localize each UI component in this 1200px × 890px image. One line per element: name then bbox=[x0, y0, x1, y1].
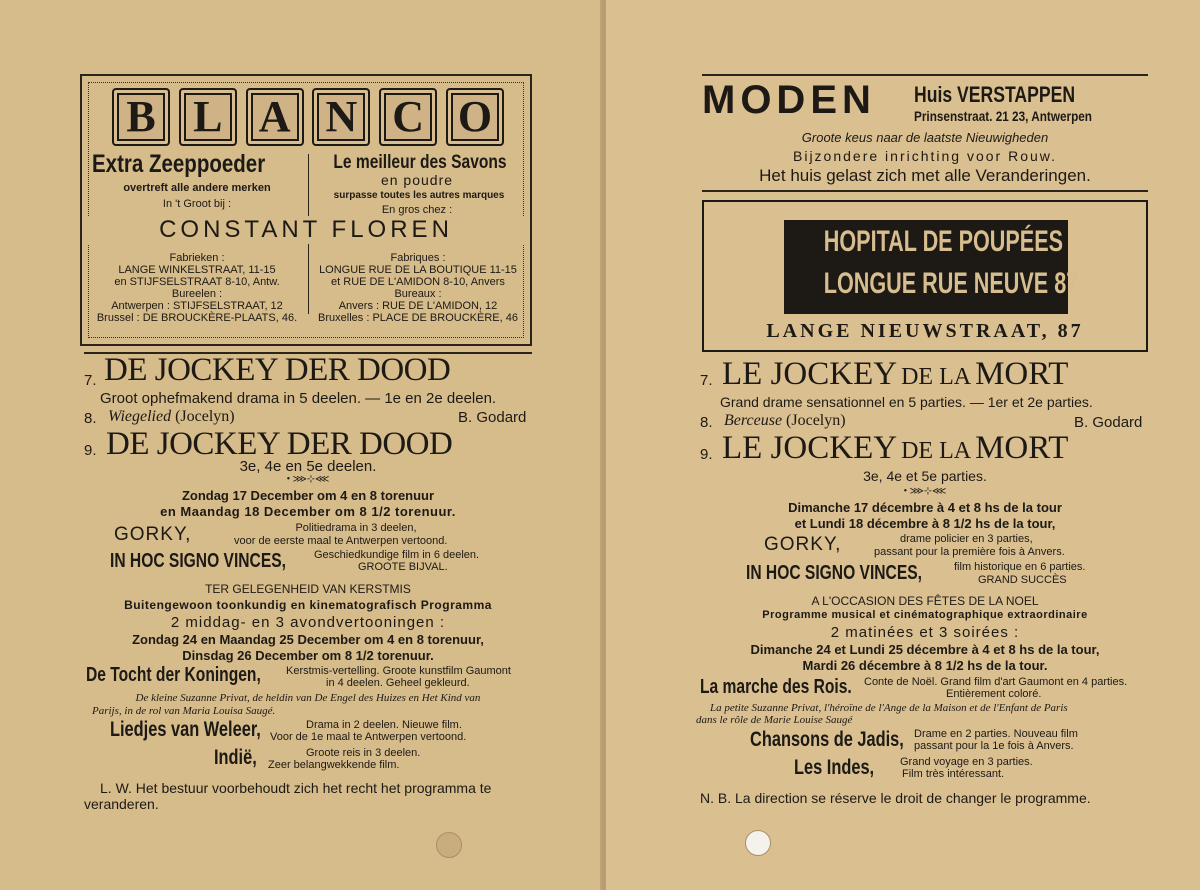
film-name-hoc: IN HOC SIGNO VINCES, bbox=[110, 550, 286, 572]
film-note: Voor de 1e maal te Antwerpen vertoond. bbox=[270, 731, 467, 743]
film-note: film historique en 6 parties. bbox=[954, 561, 1086, 573]
film-note: Grand voyage en 3 parties. bbox=[900, 756, 1033, 768]
schedule-line: Zondag 24 en Maandag 25 December om 4 en 8 torenuur, bbox=[132, 632, 484, 647]
ad-right-sub2: surpasse toutes les autres marques bbox=[333, 190, 505, 201]
music-piece: Berceuse bbox=[724, 412, 783, 429]
film-name-indie: Indië, bbox=[214, 746, 257, 769]
section-heading: TER GELEGENHEID VAN KERSTMIS bbox=[205, 582, 411, 596]
film-note: drame policier en 3 parties, bbox=[900, 533, 1033, 545]
film-title: DE JOCKEY DER DOOD bbox=[104, 352, 451, 388]
ad-right-sub3: En gros chez : bbox=[381, 204, 453, 216]
ad-line: Antwerpen : STIJFSELSTRAAT, 12 bbox=[111, 300, 283, 312]
film-parts: 3e, 4e en 5e deelen. bbox=[239, 458, 377, 475]
logo-letter: L bbox=[179, 88, 237, 146]
film-name-chansons: Chansons de Jadis, bbox=[750, 728, 904, 751]
hopital-line: HOPITAL DE POUPÉES bbox=[823, 225, 1064, 258]
film-name-liedjes: Liedjes van Weleer, bbox=[110, 718, 261, 741]
logo-letter: A bbox=[246, 88, 304, 146]
film-note: Politiedrama in 3 deelen, bbox=[295, 522, 417, 534]
cast-note: La petite Suzanne Privat, l'héroïne de l'Ange de la Maison et de l'Enfant de Paris bbox=[710, 702, 1068, 714]
music-piece-source: (Jocelyn) bbox=[786, 412, 846, 429]
ad-right-title: Le meilleur des Savons bbox=[333, 152, 507, 173]
ad-left-sub: overtreft alle andere merken bbox=[123, 182, 271, 194]
hopital-sign bbox=[784, 220, 1079, 314]
cast-note: Parijs, in de rol van Maria Louisa Saugé. bbox=[92, 705, 276, 717]
hopital-advertisement bbox=[702, 200, 1148, 352]
footer-note: L. W. Het bestuur voorbehoudt zich het recht het programma te bbox=[100, 780, 492, 796]
film-description: Groot ophefmakend drama in 5 deelen. — 1e en 2e deelen. bbox=[100, 390, 497, 407]
punch-hole bbox=[436, 832, 462, 858]
ad-fr-addresses bbox=[312, 252, 524, 324]
film-note: Entièrement coloré. bbox=[946, 688, 1042, 700]
schedule-line: en Maandag 18 December om 8 1/2 torenuur. bbox=[160, 504, 456, 519]
film-title-part: DE LA bbox=[901, 438, 972, 464]
film-note: in 4 deelen. Geheel gekleurd. bbox=[326, 677, 470, 689]
ad-company: CONSTANT FLOREN bbox=[82, 216, 530, 244]
film-note: Kerstmis-vertelling. Groote kunstfilm Gaumont bbox=[286, 665, 511, 677]
item-number: 8. bbox=[84, 410, 97, 427]
hopital-line: LONGUE RUE NEUVE 87 bbox=[823, 267, 1079, 300]
logo-letter: B bbox=[112, 88, 170, 146]
item-number: 7. bbox=[84, 372, 97, 389]
ad-right-sub: en poudre bbox=[380, 172, 454, 188]
logo-letter: C bbox=[379, 88, 437, 146]
music-piece-source: (Jocelyn) bbox=[175, 408, 235, 425]
schedule-line: Zondag 17 December om 4 en 8 torenuur bbox=[181, 488, 435, 503]
divider-rule bbox=[702, 74, 1148, 76]
schedule-line: et Lundi 18 décembre à 8 1/2 hs de la tour, bbox=[794, 516, 1056, 531]
film-title: DE JOCKEY DER DOOD bbox=[106, 426, 453, 462]
film-name-hoc: IN HOC SIGNO VINCES, bbox=[746, 562, 922, 584]
ornament: • ⋙⊹⋘ bbox=[903, 486, 947, 497]
ad-line: LONGUE RUE DE LA BOUTIQUE 11-15 bbox=[319, 264, 517, 276]
ad-line: LANGE WINKELSTRAAT, 11-15 bbox=[118, 264, 276, 276]
ad-nl-addresses bbox=[92, 252, 302, 324]
ad-line: Bruxelles : PLACE DE BROUCKÈRE, 46 bbox=[318, 312, 518, 324]
film-note: Drame en 2 parties. Nouveau film bbox=[914, 728, 1078, 740]
ad-line: Anvers : RUE DE L'AMIDON, 12 bbox=[338, 300, 498, 312]
schedule-line: Dinsdag 26 December om 8 1/2 torenuur. bbox=[182, 648, 434, 663]
film-parts: 3e, 4e et 5e parties. bbox=[863, 468, 987, 484]
film-title-part: MORT bbox=[975, 430, 1069, 466]
film-name-indes: Les Indes, bbox=[794, 756, 875, 779]
footer-note: veranderen. bbox=[84, 796, 159, 812]
film-note: Geschiedkundige film in 6 deelen. bbox=[314, 549, 480, 561]
film-note: Drama in 2 deelen. Nieuwe film. bbox=[306, 719, 462, 731]
film-title bbox=[722, 356, 1068, 393]
huis-name: Huis VERSTAPPEN bbox=[914, 82, 1076, 107]
ad-line: Brussel : DE BROUCKÈRE-PLAATS, 46. bbox=[96, 312, 298, 324]
film-note: voor de eerste maal te Antwerpen vertoond. bbox=[234, 535, 448, 547]
hopital-street: LANGE NIEUWSTRAAT, 87 bbox=[766, 320, 1084, 342]
film-title-part: LE JOCKEY bbox=[722, 430, 898, 466]
film-name-gorky: GORKY, bbox=[114, 524, 192, 545]
huis-address: Prinsenstraat. 21 23, Antwerpen bbox=[914, 108, 1093, 124]
composer: B. Godard bbox=[1074, 414, 1143, 431]
ad-left-sub2: In 't Groot bij : bbox=[162, 198, 232, 210]
ad-line: Bureaux : bbox=[394, 288, 442, 300]
item-number: 9. bbox=[700, 446, 713, 463]
composer: B. Godard bbox=[458, 409, 527, 426]
divider-rule bbox=[702, 190, 1148, 192]
ad-line: et RUE DE L'AMIDON 8-10, Anvers bbox=[331, 276, 505, 288]
moden-tagline: Groote keus naar de laatste Nieuwigheden bbox=[801, 130, 1049, 145]
ad-left-title: Extra Zeeppoeder bbox=[92, 150, 266, 178]
moden-mourning: Bijzondere inrichting voor Rouw. bbox=[793, 148, 1057, 164]
showings-line: 2 middag- en 3 avondvertooningen : bbox=[170, 614, 446, 631]
showings-line: 2 matinées et 3 soirées : bbox=[830, 624, 1020, 641]
film-note: Groote reis in 3 deelen. bbox=[306, 747, 421, 759]
ad-line: Fabriques : bbox=[390, 252, 446, 264]
ornament: • ⋙⊹⋘ bbox=[286, 474, 330, 485]
film-description: Grand drame sensationnel en 5 parties. — 1er et 2e parties. bbox=[720, 394, 1093, 410]
schedule-line: Dimanche 17 décembre à 4 et 8 hs de la tour bbox=[788, 500, 1062, 515]
film-note: Film très intéressant. bbox=[902, 768, 1005, 780]
film-note: GRAND SUCCÈS bbox=[978, 574, 1067, 586]
moden-alterations: Het huis gelast zich met alle Veranderingen. bbox=[759, 166, 1091, 185]
film-note: Zeer belangwekkende film. bbox=[268, 759, 400, 771]
programme-heading: Buitengewoon toonkundig en kinematografisch Programma bbox=[124, 598, 492, 612]
ad-line: Fabrieken : bbox=[169, 252, 225, 264]
film-note: passant pour la 1e fois à Anvers. bbox=[914, 740, 1074, 752]
film-note: Conte de Noël. Grand film d'art Gaumont en 4 parties. bbox=[864, 676, 1128, 688]
ad-line: en STIJFSELSTRAAT 8-10, Antw. bbox=[114, 276, 280, 288]
schedule-line: Dimanche 24 et Lundi 25 décembre à 4 et 8 hs de la tour, bbox=[750, 642, 1100, 657]
blanco-logo bbox=[112, 88, 504, 148]
item-number: 7. bbox=[700, 372, 713, 389]
film-name-marche: La marche des Rois. bbox=[700, 676, 852, 698]
music-piece: Wiegelied bbox=[108, 408, 172, 425]
film-name-gorky: GORKY, bbox=[764, 534, 842, 555]
logo-letter: O bbox=[446, 88, 504, 146]
punch-hole bbox=[745, 830, 771, 856]
footer-note: N. B. La direction se réserve le droit de changer le programme. bbox=[700, 790, 1091, 806]
programme-heading: Programme musical et cinématographique extraordinaire bbox=[762, 609, 1088, 621]
cast-note: De kleine Suzanne Privat, de heldin van De Engel des Huizes en Het Kind van bbox=[135, 692, 481, 704]
section-heading: A L'OCCASION DES FÊTES DE LA NOEL bbox=[811, 594, 1039, 608]
blanco-advertisement bbox=[80, 74, 532, 346]
film-title-part: DE LA bbox=[901, 364, 972, 390]
film-note: passant pour la première fois à Anvers. bbox=[874, 546, 1065, 558]
ad-line: Bureelen : bbox=[171, 288, 223, 300]
logo-letter: N bbox=[312, 88, 370, 146]
item-number: 9. bbox=[84, 442, 97, 459]
film-title-part: MORT bbox=[975, 356, 1069, 392]
schedule-line: Mardi 26 décembre à 8 1/2 hs de la tour. bbox=[802, 658, 1048, 673]
cast-note: dans le rôle de Marie Louise Saugé bbox=[696, 714, 853, 726]
film-title bbox=[722, 430, 1068, 467]
film-title-part: LE JOCKEY bbox=[722, 356, 898, 392]
film-name-tocht: De Tocht der Koningen, bbox=[86, 664, 261, 686]
item-number: 8. bbox=[700, 414, 713, 431]
moden-title: MODEN bbox=[702, 78, 876, 122]
film-note: GROOTE BIJVAL. bbox=[358, 561, 448, 573]
